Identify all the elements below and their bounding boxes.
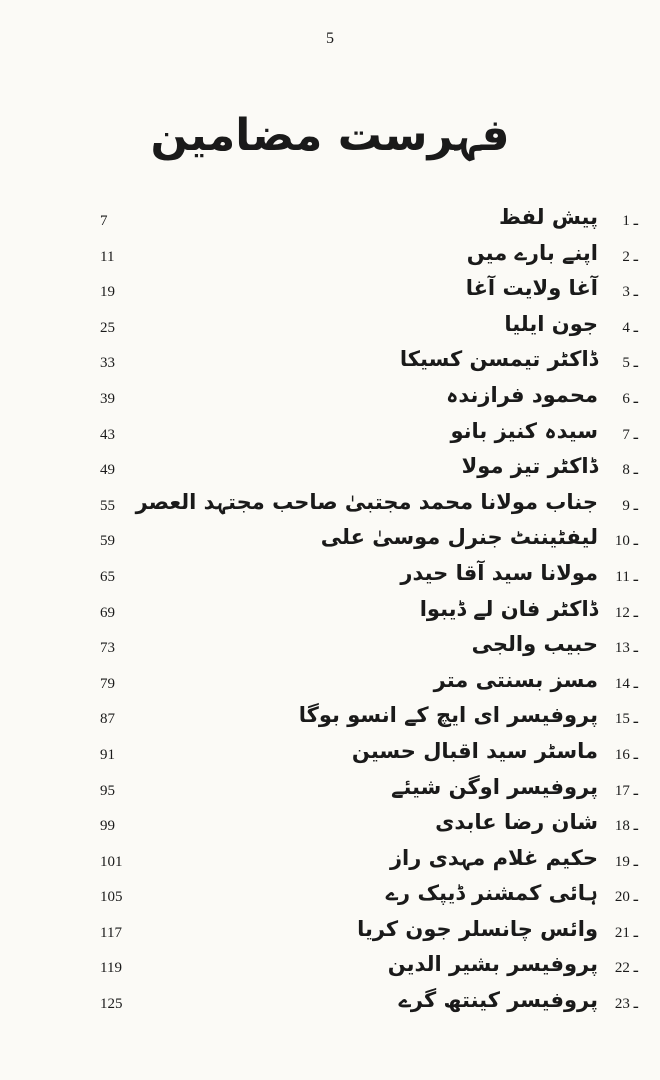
toc-entry-number-value: 15 bbox=[614, 711, 630, 728]
toc-entry-page: 7 bbox=[100, 213, 108, 229]
toc-entry-number: 21 ـ bbox=[614, 924, 638, 941]
toc-entry-title: ماسٹر سید اقبال حسین bbox=[351, 738, 598, 763]
toc-entry-number: 16 ـ bbox=[614, 746, 638, 763]
toc-entry bbox=[0, 703, 660, 739]
toc-entry bbox=[0, 739, 660, 775]
toc-entry-page: 19 bbox=[100, 284, 115, 301]
toc-entry-title: مولانا سید آقا حیدر bbox=[400, 560, 598, 585]
toc-entry-page: 33 bbox=[100, 355, 115, 372]
toc-entry-number-value: 22 bbox=[614, 960, 630, 977]
toc-entry-page: 91 bbox=[100, 746, 115, 763]
toc-entry-title: وائس چانسلر جون کریا bbox=[357, 916, 598, 941]
toc-entry bbox=[0, 454, 660, 490]
toc-entry-number-value: 16 bbox=[614, 746, 630, 763]
toc-entry-number: 20 ـ bbox=[614, 889, 638, 906]
toc-entry-number: 19 ـ bbox=[614, 853, 638, 870]
toc-entry-number: 2 ـ bbox=[622, 248, 638, 265]
toc-entry-page: 119 bbox=[100, 960, 122, 977]
toc-entry-number: 18 ـ bbox=[614, 818, 638, 835]
toc-entry-number: 22 ـ bbox=[614, 960, 638, 977]
toc-entry-page: 49 bbox=[100, 462, 115, 479]
toc-entry-title: ڈاکٹر تیمسن کسیکا bbox=[399, 347, 598, 372]
toc-entry bbox=[0, 846, 660, 882]
toc-entry-number: 7 ـ bbox=[622, 426, 638, 443]
toc-entry-number-value: 6 bbox=[622, 390, 630, 407]
toc-entry-page: 59 bbox=[100, 533, 115, 550]
toc-entry-number-value: 17 bbox=[614, 782, 630, 799]
toc-entry-page: 95 bbox=[100, 782, 115, 799]
toc-entry bbox=[0, 988, 660, 1024]
toc-entry-number-value: 13 bbox=[614, 640, 630, 657]
toc-entry-number-value: 21 bbox=[614, 924, 630, 941]
toc-entry bbox=[0, 490, 660, 526]
toc-entry bbox=[0, 347, 660, 383]
toc-entry bbox=[0, 632, 660, 668]
toc-entry-title: مسز بسنتی متر bbox=[433, 667, 598, 692]
toc-entry-number-value: 11 bbox=[615, 568, 630, 585]
toc-entry-number: 6 ـ bbox=[622, 390, 638, 407]
toc-entry-title: پیش لفظ bbox=[499, 205, 598, 229]
toc-entry-number-value: 14 bbox=[614, 675, 630, 692]
toc-entry-number-value: 18 bbox=[614, 818, 630, 835]
toc-entry-number: 10 ـ bbox=[614, 533, 638, 550]
toc-entry bbox=[0, 525, 660, 561]
toc-entry-page: 11 bbox=[100, 248, 115, 265]
toc-entry-number-value: 8 bbox=[622, 462, 630, 479]
toc-entry bbox=[0, 205, 660, 241]
page-number: 5 bbox=[326, 30, 334, 47]
toc-entry bbox=[0, 312, 660, 348]
toc-entry-title: جون ایلیا bbox=[504, 311, 598, 336]
toc-entry-number: 23 ـ bbox=[614, 996, 638, 1013]
toc-entry-title: محمود فرازندہ bbox=[446, 382, 598, 407]
toc-entry-page: 39 bbox=[100, 390, 115, 407]
toc-entry-number: 9 ـ bbox=[622, 497, 638, 514]
toc-entry bbox=[0, 917, 660, 953]
toc-entry-title: پروفیسر اوگن شیئے bbox=[391, 774, 598, 799]
toc-entry-title: شان رضا عابدی bbox=[435, 810, 598, 835]
toc-entry-page: 99 bbox=[100, 818, 115, 835]
toc-entry-page: 87 bbox=[100, 711, 115, 728]
toc-entry bbox=[0, 810, 660, 846]
toc-entry-number: 11 ـ bbox=[615, 568, 638, 585]
toc-entry-title: اپنے بارے میں bbox=[466, 240, 598, 265]
toc-entry bbox=[0, 383, 660, 419]
page-title: فہرست مضامین bbox=[150, 110, 510, 161]
toc-entry-title: حکیم غلام مہدی راز bbox=[389, 845, 598, 870]
toc-entry-number-value: 5 bbox=[622, 355, 630, 372]
toc-entry-number: 4 ـ bbox=[622, 319, 638, 336]
toc-entry-page: 117 bbox=[100, 924, 122, 941]
toc-entry bbox=[0, 561, 660, 597]
toc-entry-page: 25 bbox=[100, 319, 115, 336]
toc-entry bbox=[0, 241, 660, 277]
toc-entry-title: ڈاکٹر تیز مولا bbox=[461, 454, 598, 479]
toc-entry-title: پروفیسر کینتھ گرے bbox=[398, 988, 598, 1013]
toc-entry-number-value: 12 bbox=[614, 604, 630, 621]
toc-entry bbox=[0, 419, 660, 455]
toc-entry-page: 65 bbox=[100, 568, 115, 585]
toc-entry bbox=[0, 775, 660, 811]
toc-entry-title: جناب مولانا محمد مجتبیٰ صاحب مجتہد العصر bbox=[135, 489, 598, 514]
toc-entry-number: 8 ـ bbox=[622, 462, 638, 479]
toc-entry-title: آغا ولایت آغا bbox=[465, 276, 598, 301]
toc-entry-number-value: 4 bbox=[622, 319, 630, 336]
toc-entry-page: 79 bbox=[100, 675, 115, 692]
toc-entry-title: ہائی کمشنر ڈیپک رے bbox=[385, 881, 598, 906]
toc-entry-number: 5 ـ bbox=[622, 355, 638, 372]
toc-entry-number-value: 2 bbox=[622, 248, 630, 265]
toc-entry-number: 12 ـ bbox=[614, 604, 638, 621]
toc-entry-number-value: 19 bbox=[614, 853, 630, 870]
toc-entry-page: 69 bbox=[100, 604, 115, 621]
toc-entry-number: 1 ـ bbox=[622, 213, 638, 229]
toc-entry-number: 3 ـ bbox=[622, 284, 638, 301]
toc-entry-number-value: 23 bbox=[614, 996, 630, 1013]
toc-entry-title: سیدہ کنیز بانو bbox=[450, 418, 598, 443]
toc-entry-page: 43 bbox=[100, 426, 115, 443]
toc-entry-title: ڈاکٹر فان لے ڈیبوا bbox=[419, 596, 598, 621]
toc-entry-number: 14 ـ bbox=[614, 675, 638, 692]
toc-entry-title: لیفٹیننٹ جنرل موسیٰ علی bbox=[320, 525, 598, 550]
toc-entry-page: 73 bbox=[100, 640, 115, 657]
toc-entry-number-value: 20 bbox=[614, 889, 630, 906]
toc-entry-page: 55 bbox=[100, 497, 115, 514]
toc-entry-number-value: 1 bbox=[622, 213, 630, 229]
toc-entry-number: 15 ـ bbox=[614, 711, 638, 728]
toc-entry-title: پروفیسر ای ایچ کے انسو بوگا bbox=[298, 703, 598, 728]
toc-entry bbox=[0, 597, 660, 633]
toc-entry-number: 13 ـ bbox=[614, 640, 638, 657]
toc-entry bbox=[0, 276, 660, 312]
toc-entry bbox=[0, 881, 660, 917]
toc-entry-page: 105 bbox=[100, 889, 123, 906]
toc-entry bbox=[0, 668, 660, 704]
toc-entry-number-value: 10 bbox=[614, 533, 630, 550]
toc-entry-number-value: 9 bbox=[622, 497, 630, 514]
toc-entry-page: 101 bbox=[100, 853, 123, 870]
toc-entry bbox=[0, 952, 660, 988]
toc-entry-title: پروفیسر بشیر الدین bbox=[387, 952, 598, 977]
toc-entry-page: 125 bbox=[100, 996, 123, 1013]
toc-entry-title: حبیب والجی bbox=[471, 632, 598, 657]
toc-entry-number: 17 ـ bbox=[614, 782, 638, 799]
toc-entry-number-value: 7 bbox=[622, 426, 630, 443]
table-of-contents bbox=[0, 205, 660, 1024]
toc-entry-number-value: 3 bbox=[622, 284, 630, 301]
